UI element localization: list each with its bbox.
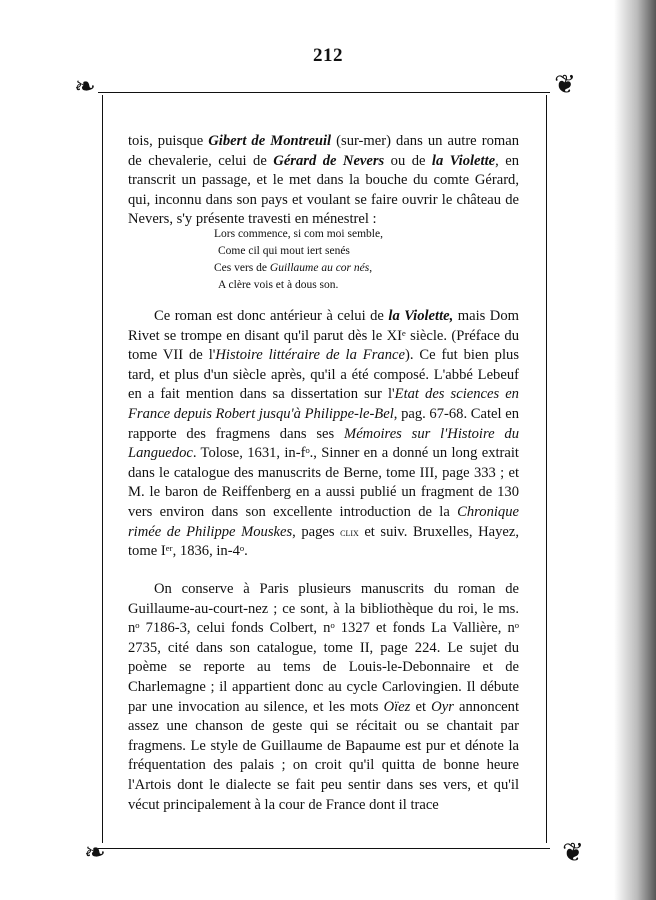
paragraph-2: Ce roman est donc antérieur à celui de la Violette, mais Dom Rivet se trompe en disant qu'il parut dès le XIᵉ siècle. (Préface du tome VII de l'Histoire littéraire de la France). Ce fut bien plus tard, et plus d'un siècle après, qu'il a été composé. L'abbé Lebeuf en a fait mention dans sa dissertation sur l'Etat des sciences en France depuis Robert jusqu'à Philippe-le-Bel, pag. 67-68. Catel en rapporte des fragmens dans ses Mémoires sur l'Histoire du Languedoc. Tolose, 1631, in-fᵒ., Sinner en a donné un long extrait dans le catalogue des manuscrits de Berne, tome III, page 333 ; et M. le baron de Reiffenberg en a aussi publié un fragment de 130 vers environ dans son excellente introduction de la Chronique rimée de Philippe Mouskes, pages clix et suiv. Bruxelles, Hayez, tome Iᵉʳ, 1836, in-4ᵒ. [128,308,520,560]
frame-rule-left [102,95,103,843]
paragraph-1: tois, puisque Gibert de Montreuil (sur-mer) dans un autre roman de chevalerie, celui de Gérard de Nevers ou de la Violette, en transcrit un passage, et le met dans la bouche du comte Gérard, qui, inconnu dans son pays et voulant se faire ouvrir le château de Nevers, s'y présente travesti en ménestrel : [128,133,519,228]
verse-quotation [214,226,514,294]
verse-line: A clère vois et à dous son. [218,279,339,291]
frame-rule-right [546,95,547,843]
fleuron-icon: ❦ [554,70,576,100]
verse-line: Ces vers de Guillaume au cor nés, [214,262,373,274]
fleuron-icon: ❧ [84,838,106,868]
paragraph-3: On conserve à Paris plusieurs manuscrits du roman de Guillaume-au-court-nez ; ce sont, à la bibliothèque du roi, le ms. nᵒ 7186-3, celui fonds Colbert, nᵒ 1327 et fonds La Vallière, nᵒ 2735, cité dans son catalogue, tome II, page 224. Le sujet du poème se reporte au tems de Louis-le-Debonnaire et de Charlemagne ; il appartient donc au cycle Carlovingien. Il débute par une invocation au silence, et les mots Oïez et Oyr annoncent assez une chanson de geste qui se récitait ou se chantait par fragmens. Le style de Guillaume de Bapaume est pur et dénote la fréquentation des palais ; on croit qu'il quitta de bonne heure l'Artois dont le dialecte se fait peu sentir dans ses vers, et qu'il vécut principalement à la cour de France dont il trace [128,581,519,813]
frame-rule-bottom [98,848,550,849]
fleuron-icon: ❧ [74,72,96,102]
verse-line: Come cil qui mout iert senés [218,245,350,257]
verse-line: Lors commence, si com moi semble, [214,228,383,240]
fleuron-icon: ❦ [562,838,584,868]
page-edge-shadow [614,0,656,900]
frame-rule-top [98,92,550,93]
page-number: 212 [313,45,343,66]
